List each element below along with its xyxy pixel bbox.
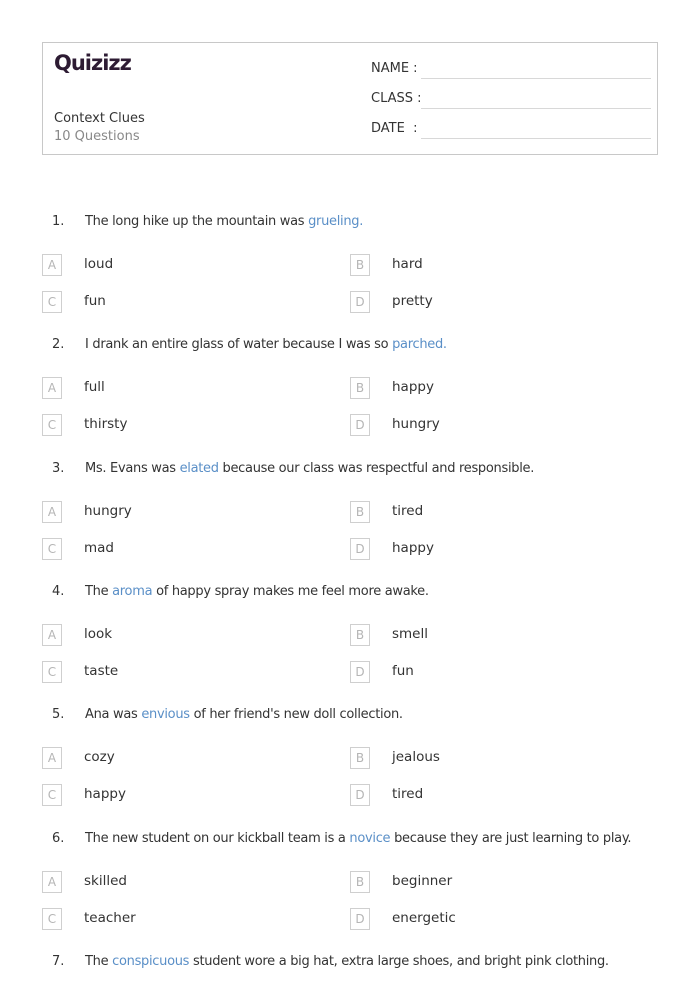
option-letter-box[interactable]: D [350, 784, 370, 806]
question-text-after: student wore a big hat, extra large shoes, and bright pink clothing. [189, 954, 609, 969]
option-text: tired [392, 786, 424, 802]
option-text: happy [392, 379, 434, 395]
option-letter-box[interactable]: B [350, 747, 370, 769]
option-text: fun [84, 293, 106, 309]
option-text: hungry [84, 503, 132, 519]
question-text-before: The [85, 584, 113, 599]
option-letter-box[interactable]: D [350, 908, 370, 930]
question-text [85, 831, 631, 846]
option-text: hungry [392, 416, 440, 432]
question-text [85, 954, 609, 969]
option-text: happy [392, 540, 434, 556]
question-text [85, 214, 363, 229]
option-text: tired [392, 503, 424, 519]
option-letter-box[interactable]: C [42, 291, 62, 313]
option-letter-box[interactable]: B [350, 377, 370, 399]
option-text: happy [84, 786, 126, 802]
option-letter-box[interactable]: D [350, 414, 370, 436]
date-field[interactable] [371, 121, 651, 141]
option-letter-box[interactable]: C [42, 784, 62, 806]
question-number: 6. [52, 831, 65, 846]
question-number: 5. [52, 707, 65, 722]
question-number: 7. [52, 954, 65, 969]
name-field[interactable] [371, 61, 651, 81]
option-text: mad [84, 540, 114, 556]
question-text [85, 584, 429, 599]
option-text: look [84, 626, 113, 642]
option-letter-box[interactable]: B [350, 624, 370, 646]
option-text: teacher [84, 910, 136, 926]
question-text-after: of her friend's new doll collection. [189, 707, 403, 722]
date-label: DATE : [371, 121, 418, 136]
option-text: thirsty [84, 416, 128, 432]
context-keyword: envious [141, 707, 190, 722]
question-number: 2. [52, 337, 65, 352]
question-text-after: of happy spray makes me feel more awake. [152, 584, 429, 599]
option-letter-box[interactable]: D [350, 661, 370, 683]
quizizz-logo: Quizizz [54, 51, 131, 75]
option-letter-box[interactable]: A [42, 501, 62, 523]
question-text [85, 337, 447, 352]
question-text-before: I drank an entire glass of water because I was so [85, 337, 393, 352]
option-letter-box[interactable]: A [42, 624, 62, 646]
date-line[interactable] [421, 138, 651, 139]
option-text: pretty [392, 293, 433, 309]
context-keyword: novice [349, 831, 391, 846]
context-keyword: elated [179, 461, 219, 476]
option-letter-box[interactable]: A [42, 377, 62, 399]
context-keyword: grueling. [308, 214, 364, 229]
question-text-before: The [85, 954, 113, 969]
option-text: loud [84, 256, 114, 272]
option-text: energetic [392, 910, 456, 926]
option-letter-box[interactable]: C [42, 414, 62, 436]
option-letter-box[interactable]: A [42, 871, 62, 893]
question-text-after: because they are just learning to play. [390, 831, 632, 846]
question-count: 10 Questions [54, 129, 140, 144]
option-text: smell [392, 626, 428, 642]
option-letter-box[interactable]: A [42, 747, 62, 769]
question-text-after: because our class was respectful and responsible. [218, 461, 535, 476]
option-letter-box[interactable]: B [350, 501, 370, 523]
option-text: beginner [392, 873, 453, 889]
option-letter-box[interactable]: A [42, 254, 62, 276]
option-text: hard [392, 256, 423, 272]
class-label: CLASS : [371, 91, 422, 106]
option-text: taste [84, 663, 119, 679]
question-text-before: The long hike up the mountain was [85, 214, 309, 229]
worksheet-title: Context Clues [54, 111, 145, 126]
class-field[interactable] [371, 91, 651, 111]
class-line[interactable] [421, 108, 651, 109]
question-text [85, 461, 534, 476]
option-letter-box[interactable]: C [42, 908, 62, 930]
context-keyword: parched. [392, 337, 447, 352]
name-label: NAME : [371, 61, 418, 76]
question-number: 3. [52, 461, 65, 476]
question-number: 4. [52, 584, 65, 599]
question-text-before: Ana was [85, 707, 142, 722]
context-keyword: conspicuous [112, 954, 190, 969]
option-letter-box[interactable]: C [42, 538, 62, 560]
option-letter-box[interactable]: C [42, 661, 62, 683]
question-text-before: Ms. Evans was [85, 461, 180, 476]
context-keyword: aroma [112, 584, 153, 599]
option-text: full [84, 379, 105, 395]
worksheet-header [42, 42, 658, 155]
question-text-before: The new student on our kickball team is a [85, 831, 350, 846]
option-letter-box[interactable]: B [350, 254, 370, 276]
question-number: 1. [52, 214, 65, 229]
option-text: fun [392, 663, 414, 679]
option-text: jealous [392, 749, 440, 765]
option-letter-box[interactable]: D [350, 538, 370, 560]
option-letter-box[interactable]: B [350, 871, 370, 893]
option-text: cozy [84, 749, 115, 765]
option-letter-box[interactable]: D [350, 291, 370, 313]
question-text [85, 707, 403, 722]
option-text: skilled [84, 873, 127, 889]
name-line[interactable] [421, 78, 651, 79]
